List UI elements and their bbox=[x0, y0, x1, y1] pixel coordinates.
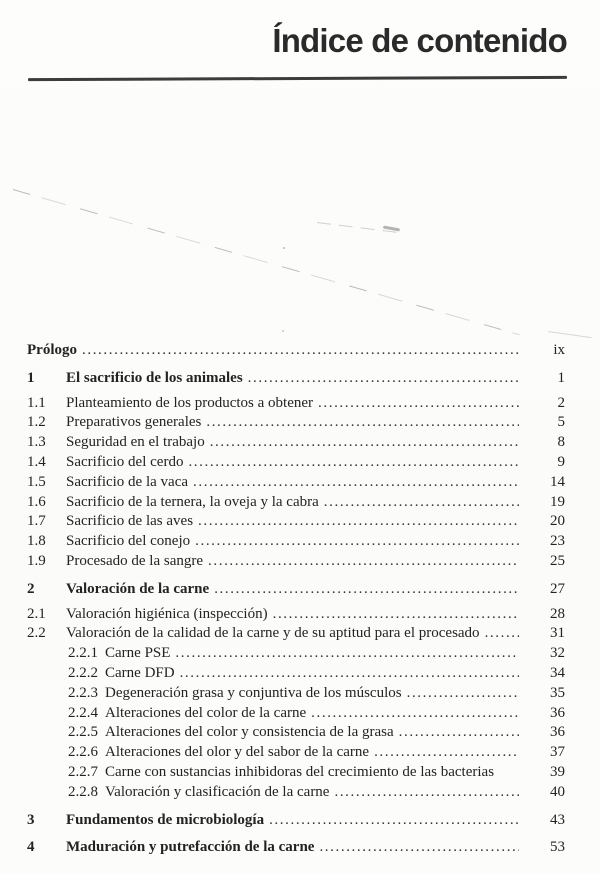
toc-entry-number: 1.6 bbox=[27, 493, 46, 510]
scan-scratch-short bbox=[317, 222, 400, 233]
toc-entry-number: 2.2.6 bbox=[68, 744, 98, 761]
toc-entry bbox=[27, 684, 565, 704]
toc-entry-page: 20 bbox=[550, 513, 565, 530]
toc-entry bbox=[27, 453, 565, 473]
dot-leader bbox=[485, 624, 519, 644]
toc-entry bbox=[27, 763, 565, 783]
toc-entry-number: 2.2.5 bbox=[68, 724, 98, 741]
toc-entry-label: Seguridad en el trabajo bbox=[66, 434, 205, 451]
toc-entry-page: 35 bbox=[550, 684, 565, 701]
toc-entry-page: 36 bbox=[550, 724, 565, 741]
toc-entry-label: Carne PSE bbox=[105, 645, 171, 662]
toc-entry bbox=[27, 644, 565, 664]
toc-entry bbox=[27, 605, 565, 625]
toc-entry-number: 2 bbox=[27, 580, 35, 597]
toc-entry-page: 5 bbox=[557, 414, 565, 431]
toc-entry-label: Alteraciones del olor y del sabor de la carne bbox=[105, 744, 370, 761]
page-title: Índice de contenido bbox=[272, 22, 567, 59]
toc-entry-number: 1.8 bbox=[27, 533, 46, 550]
toc-entry-number: 2.2.4 bbox=[68, 704, 98, 721]
toc-entry-number: 1.5 bbox=[27, 473, 46, 490]
dot-leader bbox=[195, 532, 519, 552]
scan-scratch-corner bbox=[548, 331, 592, 338]
toc-entry bbox=[27, 811, 565, 831]
toc-entry-label: Prólogo bbox=[27, 342, 77, 358]
toc-entry bbox=[27, 369, 565, 389]
toc-entry-number: 1.1 bbox=[27, 394, 46, 411]
dot-leader bbox=[318, 394, 519, 414]
toc-entry-number: 1.4 bbox=[27, 453, 46, 470]
toc-entry-page: 8 bbox=[557, 434, 565, 451]
toc-entry-number: 1.2 bbox=[27, 414, 46, 431]
toc-entry-number: 2.2.8 bbox=[68, 783, 98, 800]
toc-entry bbox=[27, 493, 565, 513]
toc-entry-number: 2.2.7 bbox=[68, 763, 98, 780]
dot-leader bbox=[198, 512, 519, 532]
scan-scratch-smudge bbox=[383, 226, 400, 232]
title-rule bbox=[28, 76, 567, 81]
toc-entry-page: 1 bbox=[557, 369, 565, 386]
toc-entry-label: Alteraciones del color y consistencia de la grasa bbox=[105, 724, 394, 741]
toc-entry-label: Valoración higiénica (inspección) bbox=[66, 605, 268, 622]
toc-entry-number: 1.7 bbox=[27, 513, 46, 530]
toc-list bbox=[27, 341, 565, 863]
toc-entry-page: 39 bbox=[550, 763, 565, 780]
dot-leader bbox=[334, 783, 519, 803]
dot-leader bbox=[324, 493, 519, 513]
toc-entry-page: 31 bbox=[550, 625, 565, 642]
toc-entry bbox=[27, 433, 565, 453]
toc-entry-page: 40 bbox=[550, 783, 565, 800]
toc-entry-label: Carne DFD bbox=[105, 664, 175, 681]
dot-leader bbox=[206, 413, 519, 433]
toc-entry-page: 23 bbox=[550, 533, 565, 550]
toc-entry-number: 1.3 bbox=[27, 434, 46, 451]
toc-entry bbox=[27, 552, 565, 572]
toc-entry-page: 14 bbox=[550, 473, 565, 490]
scan-speck bbox=[282, 330, 284, 332]
toc-entry-label: Sacrificio de las aves bbox=[66, 513, 194, 530]
toc-entry-page: 19 bbox=[550, 493, 565, 510]
toc-entry bbox=[27, 624, 565, 644]
toc-entry-number: 2.1 bbox=[27, 605, 46, 622]
dot-leader bbox=[214, 580, 519, 600]
toc-entry bbox=[27, 838, 565, 858]
toc-entry-label: Alteraciones del color de la carne bbox=[105, 704, 307, 721]
toc-entry bbox=[27, 580, 565, 600]
dot-leader bbox=[210, 433, 519, 453]
toc-entry bbox=[27, 783, 565, 803]
toc-entry-label: Sacrificio del cerdo bbox=[66, 453, 184, 470]
toc-entry-page: 43 bbox=[550, 811, 565, 828]
toc-entry-label: Sacrificio del conejo bbox=[66, 533, 191, 550]
dot-leader bbox=[319, 838, 519, 858]
toc-entry-label: Fundamentos de microbiología bbox=[66, 811, 265, 828]
toc-entry-page: 36 bbox=[550, 704, 565, 721]
scan-scratch-long bbox=[13, 189, 520, 335]
toc-entry bbox=[27, 413, 565, 433]
dot-leader bbox=[374, 743, 519, 763]
scan-speck bbox=[283, 247, 285, 249]
toc-entry bbox=[27, 664, 565, 684]
toc-entry-page: 25 bbox=[550, 552, 565, 569]
toc-entry bbox=[27, 743, 565, 763]
toc-entry-page: 32 bbox=[550, 645, 565, 662]
dot-leader bbox=[188, 453, 519, 473]
toc-entry-label: Valoración de la carne bbox=[66, 580, 210, 597]
toc-entry-label: El sacrificio de los animales bbox=[66, 369, 243, 386]
toc-entry-page: ix bbox=[553, 342, 565, 358]
toc-entry bbox=[27, 532, 565, 552]
toc-entry bbox=[27, 704, 565, 724]
dot-leader bbox=[208, 552, 519, 572]
toc-entry-number: 2.2.2 bbox=[68, 664, 98, 681]
toc-entry-number: 1.9 bbox=[27, 552, 46, 569]
dot-leader bbox=[407, 684, 519, 704]
toc-entry bbox=[27, 394, 565, 414]
dot-leader bbox=[175, 644, 519, 664]
dot-leader bbox=[82, 341, 519, 361]
toc-entry bbox=[27, 723, 565, 743]
toc-entry-label: Sacrificio de la ternera, la oveja y la cabra bbox=[66, 493, 319, 510]
toc-entry-number: 4 bbox=[27, 839, 35, 856]
toc-entry-label: Valoración de la calidad de la carne y de su aptitud para el procesado bbox=[66, 625, 480, 642]
page-header bbox=[0, 20, 567, 62]
toc-entry-page: 34 bbox=[550, 664, 565, 681]
toc-entry-label: Carne con sustancias inhibidoras del crecimiento de las bacterias bbox=[105, 763, 495, 780]
toc-entry-label: Maduración y putrefacción de la carne bbox=[66, 839, 315, 856]
toc-entry-number: 2.2 bbox=[27, 625, 46, 642]
toc-entry-label: Planteamiento de los productos a obtener bbox=[66, 394, 314, 411]
toc-entry-number: 2.2.3 bbox=[68, 684, 98, 701]
toc-entry bbox=[27, 341, 565, 361]
toc-entry-label: Procesado de la sangre bbox=[66, 552, 204, 569]
dot-leader bbox=[399, 723, 519, 743]
toc-entry-label: Preparativos generales bbox=[66, 414, 202, 431]
dot-leader bbox=[269, 811, 519, 831]
toc-entry-label: Valoración y clasificación de la carne bbox=[105, 783, 330, 800]
toc-entry-page: 53 bbox=[550, 839, 565, 856]
toc-entry-number: 2.2.1 bbox=[68, 645, 98, 662]
toc-entry-page: 28 bbox=[550, 605, 565, 622]
toc-entry bbox=[27, 473, 565, 493]
toc-entry-page: 2 bbox=[557, 394, 565, 411]
dot-leader bbox=[193, 473, 519, 493]
toc-entry bbox=[27, 512, 565, 532]
toc-entry-label: Degeneración grasa y conjuntiva de los músculos bbox=[105, 684, 402, 701]
toc-entry-label: Sacrificio de la vaca bbox=[66, 473, 189, 490]
toc-entry-number: 1 bbox=[27, 369, 35, 386]
toc-entry-number: 3 bbox=[27, 811, 35, 828]
toc-entry-page: 27 bbox=[550, 580, 565, 597]
dot-leader bbox=[180, 664, 519, 684]
dot-leader bbox=[248, 369, 519, 389]
dot-leader bbox=[311, 704, 519, 724]
toc-entry-page: 37 bbox=[550, 744, 565, 761]
dot-leader bbox=[273, 605, 519, 625]
toc-entry-page: 9 bbox=[557, 453, 565, 470]
